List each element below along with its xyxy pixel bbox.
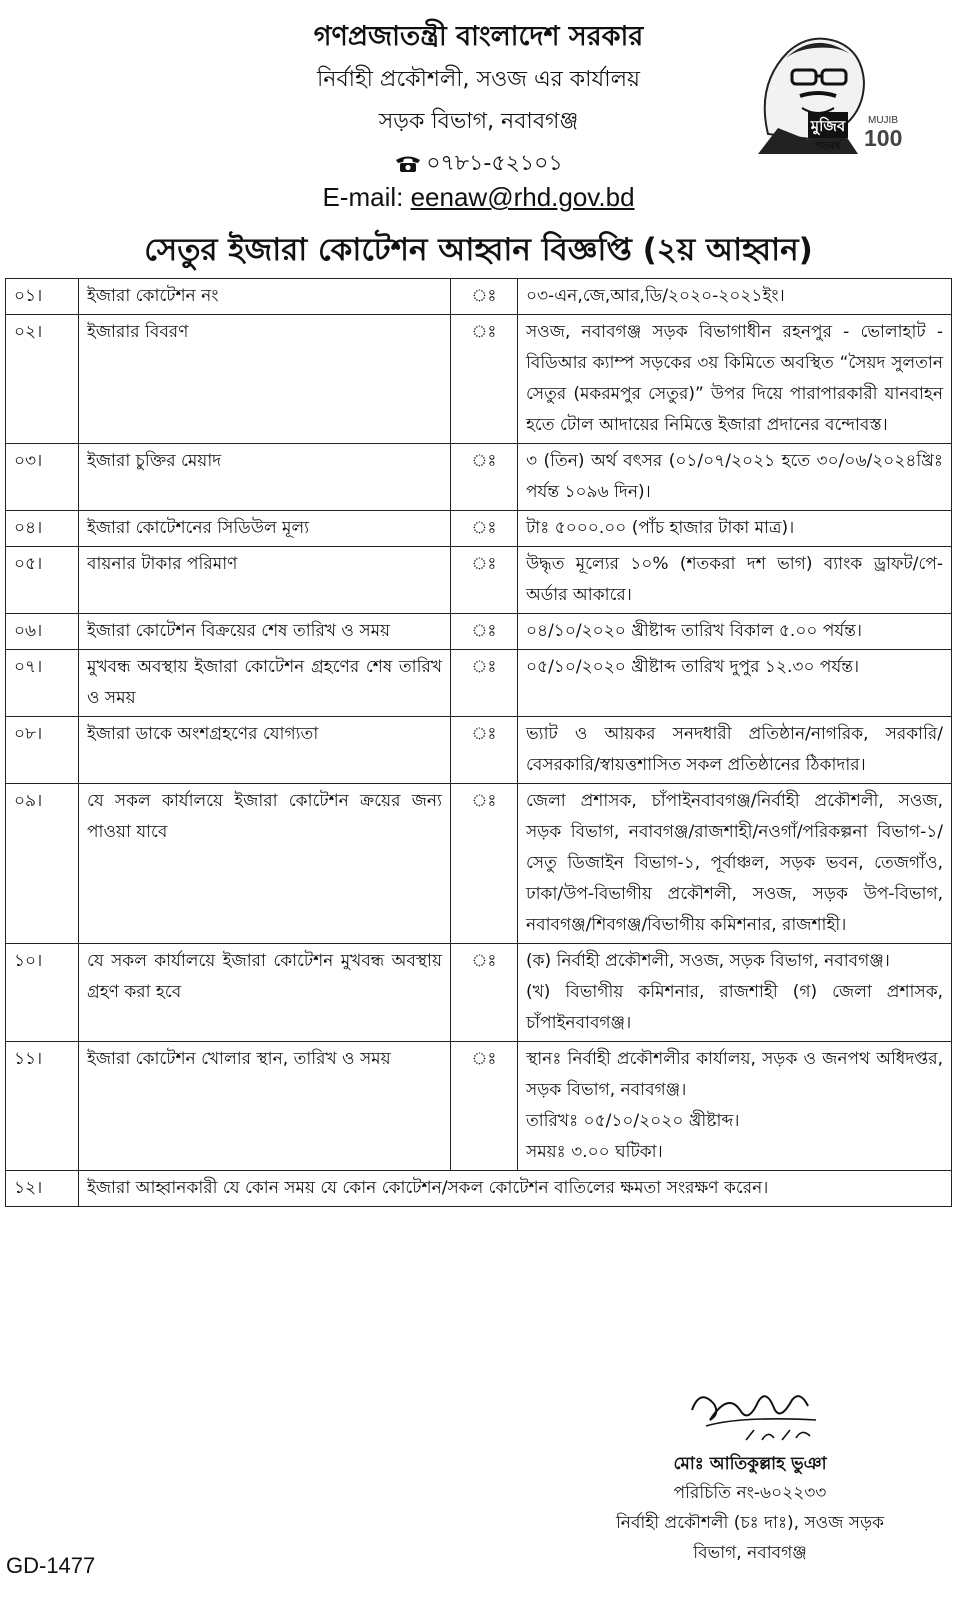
phone-number: ০৭৮১-৫২১০১ [426,151,563,176]
row-separator: ঃ [451,614,518,650]
table-row [6,547,952,614]
row-number: ১০। [6,944,79,1042]
table-row [6,717,952,784]
quotation-details-table [5,278,952,1207]
row-value-line: সওজ, নবাবগঞ্জ সড়ক বিভাগাধীন রহনপুর - ভোলাহাট - বিডিআর ক্যাম্প সড়কের ৩য় কিমিতে অবস্থিত “সৈয়দ সুলতান সেতুর (মকরমপুর সেতুর)” উপর দিয়ে পারাপারকারী যানবাহন হতে টোল আদায়ের নিমিত্তে ইজারা প্রদানের বন্দোবস্ত। [526,322,943,435]
row-value [518,784,952,944]
row-value [518,444,952,511]
table-row [6,944,952,1042]
handwritten-signature [670,1380,830,1450]
row-value-line: তারিখঃ ০৫/১০/২০২০ খ্রীষ্টাব্দ। [526,1111,740,1131]
row-value [518,650,952,717]
emblem-number: 100 [864,125,903,151]
row-separator: ঃ [451,650,518,717]
row-number: ০৫। [6,547,79,614]
row-label: ইজারা চুক্তির মেয়াদ [79,444,451,511]
table-row [6,315,952,444]
email-line [0,182,957,213]
row-separator: ঃ [451,1042,518,1171]
row-value [518,547,952,614]
table-row [6,444,952,511]
row-number: ১১। [6,1042,79,1171]
final-clause: ইজারা আহ্বানকারী যে কোন সময় যে কোন কোটেশন/সকল কোটেশন বাতিলের ক্ষমতা সংরক্ষণ করেন। [79,1171,952,1207]
officer-designation: নির্বাহী প্রকৌশলী (চঃ দাঃ), সওজ সড়ক [615,1513,885,1533]
row-separator: ঃ [451,547,518,614]
signature-block [560,1380,940,1568]
officer-division: বিভাগ, নবাবগঞ্জ [693,1543,807,1563]
row-value-line: স্থানঃ নির্বাহী প্রকৌশলীর কার্যালয়, সড়ক ও জনপথ অধিদপ্তর, সড়ক বিভাগ, নবাবগঞ্জ। [526,1049,943,1100]
row-value [518,944,952,1042]
row-label: ইজারা কোটেশন খোলার স্থান, তারিখ ও সময় [79,1042,451,1171]
row-label: ইজারা কোটেশন বিক্রয়ের শেষ তারিখ ও সময় [79,614,451,650]
table-row [6,650,952,717]
table-row [6,279,952,315]
row-label: ইজারা ডাকে অংশগ্রহণের যোগ্যতা [79,717,451,784]
row-value [518,511,952,547]
row-number: ০৬। [6,614,79,650]
emblem-text-bn: মুজিব [810,117,846,135]
row-value-line: সময়ঃ ৩.০০ ঘটিকা। [526,1142,663,1162]
row-label: ইজারা কোটেশন নং [79,279,451,315]
row-number: ০৩। [6,444,79,511]
emblem-text-sub: শতবর্ষ [815,141,841,152]
row-number: ০৭। [6,650,79,717]
row-separator: ঃ [451,784,518,944]
row-value-line: উদ্ধৃত মূল্যের ১০% (শতকরা দশ ভাগ) ব্যাংক ড্রাফট/পে-অর্ডার আকারে। [526,554,943,605]
row-value-line: (খ) বিভাগীয় কমিশনার, রাজশাহী (গ) জেলা প্রশাসক, চাঁপাইনবাবগঞ্জ। [526,982,943,1033]
row-label: মুখবন্ধ অবস্থায় ইজারা কোটেশন গ্রহণের শেষ তারিখ ও সময় [79,650,451,717]
notice-header [0,0,957,272]
government-name: গণপ্রজাতন্ত্রী বাংলাদেশ সরকার [313,21,644,52]
row-value [518,315,952,444]
row-value [518,717,952,784]
row-value [518,279,952,315]
row-value-line: ০৩-এন,জে,আর,ডি/২০২০-২০২১ইং। [526,286,785,306]
row-separator: ঃ [451,717,518,784]
row-value [518,1042,952,1171]
table-row [6,511,952,547]
row-label: ইজারার বিবরণ [79,315,451,444]
row-number: ০১। [6,279,79,315]
row-separator: ঃ [451,315,518,444]
row-number: ১২। [6,1171,79,1207]
row-value-line: জেলা প্রশাসক, চাঁপাইনবাবগঞ্জ/নির্বাহী প্রকৌশলী, সওজ, সড়ক বিভাগ, নবাবগঞ্জ/রাজশাহী/নওগাঁ/পরিকল্পনা বিভাগ-১/সেতু ডিজাইন বিভাগ-১, পূর্বাঞ্চল, সড়ক ভবন, তেজগাঁও, ঢাকা/উপ-বিভাগীয় প্রকৌশলী, সওজ, সড়ক উপ-বিভাগ, নবাবগঞ্জ/শিবগঞ্জ/বিভাগীয় কমিশনার, রাজশাহী। [526,791,943,935]
quotation-rows [6,279,952,1171]
row-separator: ঃ [451,511,518,547]
row-value-line: টাঃ ৫০০০.০০ (পাঁচ হাজার টাকা মাত্র)। [526,518,795,538]
row-separator: ঃ [451,279,518,315]
notice-title: সেতুর ইজারা কোটেশন আহ্বান বিজ্ঞপ্তি (২য় আহ্বান) [144,232,813,268]
telephone-icon [394,155,422,173]
row-value-line: (ক) নির্বাহী প্রকৌশলী, সওজ, সড়ক বিভাগ, নবাবগঞ্জ। [526,951,890,971]
emblem-text-en: MUJIB [868,115,898,126]
email-label: E-mail: [322,182,411,212]
table-row [6,784,952,944]
table-row [6,614,952,650]
officer-id: পরিচিতি নং-৬০২২৩৩ [673,1483,827,1503]
officer-name: মোঃ আতিকুল্লাহ ভুঞা [673,1454,827,1474]
row-separator: ঃ [451,444,518,511]
row-value-line: ভ্যাট ও আয়কর সনদধারী প্রতিষ্ঠান/নাগরিক, সরকারি/বেসরকারি/স্বায়ত্তশাসিত সকল প্রতিষ্ঠানের ঠিকাদার। [526,724,943,775]
row-number: ০৯। [6,784,79,944]
row-number: ০২। [6,315,79,444]
mujib-100-emblem [738,24,918,154]
row-number: ০৪। [6,511,79,547]
gd-code: GD-1477 [6,1553,96,1578]
department-name: সড়ক বিভাগ, নবাবগঞ্জ [378,109,579,134]
row-separator: ঃ [451,944,518,1042]
row-label: বায়নার টাকার পরিমাণ [79,547,451,614]
row-label: যে সকল কার্যালয়ে ইজারা কোটেশন মুখবন্ধ অবস্থায় গ্রহণ করা হবে [79,944,451,1042]
table-row [6,1042,952,1171]
row-value-line: ৩ (তিন) অর্থ বৎসর (০১/০৭/২০২১ হতে ৩০/০৬/২০২৪খ্রিঃ পর্যন্ত ১০৯৬ দিন)। [526,451,943,502]
office-name: নির্বাহী প্রকৌশলী, সওজ এর কার্যালয় [317,67,640,92]
table-row-final [6,1171,952,1207]
row-value [518,614,952,650]
row-label: যে সকল কার্যালয়ে ইজারা কোটেশন ক্রয়ের জন্য পাওয়া যাবে [79,784,451,944]
row-number: ০৮। [6,717,79,784]
row-value-line: ০৪/১০/২০২০ খ্রীষ্টাব্দ তারিখ বিকাল ৫.০০ পর্যন্ত। [526,621,862,641]
row-value-line: ০৫/১০/২০২০ খ্রীষ্টাব্দ তারিখ দুপুর ১২.৩০ পর্যন্ত। [526,657,860,677]
email-link[interactable]: eenaw@rhd.gov.bd [410,182,635,212]
row-label: ইজারা কোটেশনের সিডিউল মূল্য [79,511,451,547]
